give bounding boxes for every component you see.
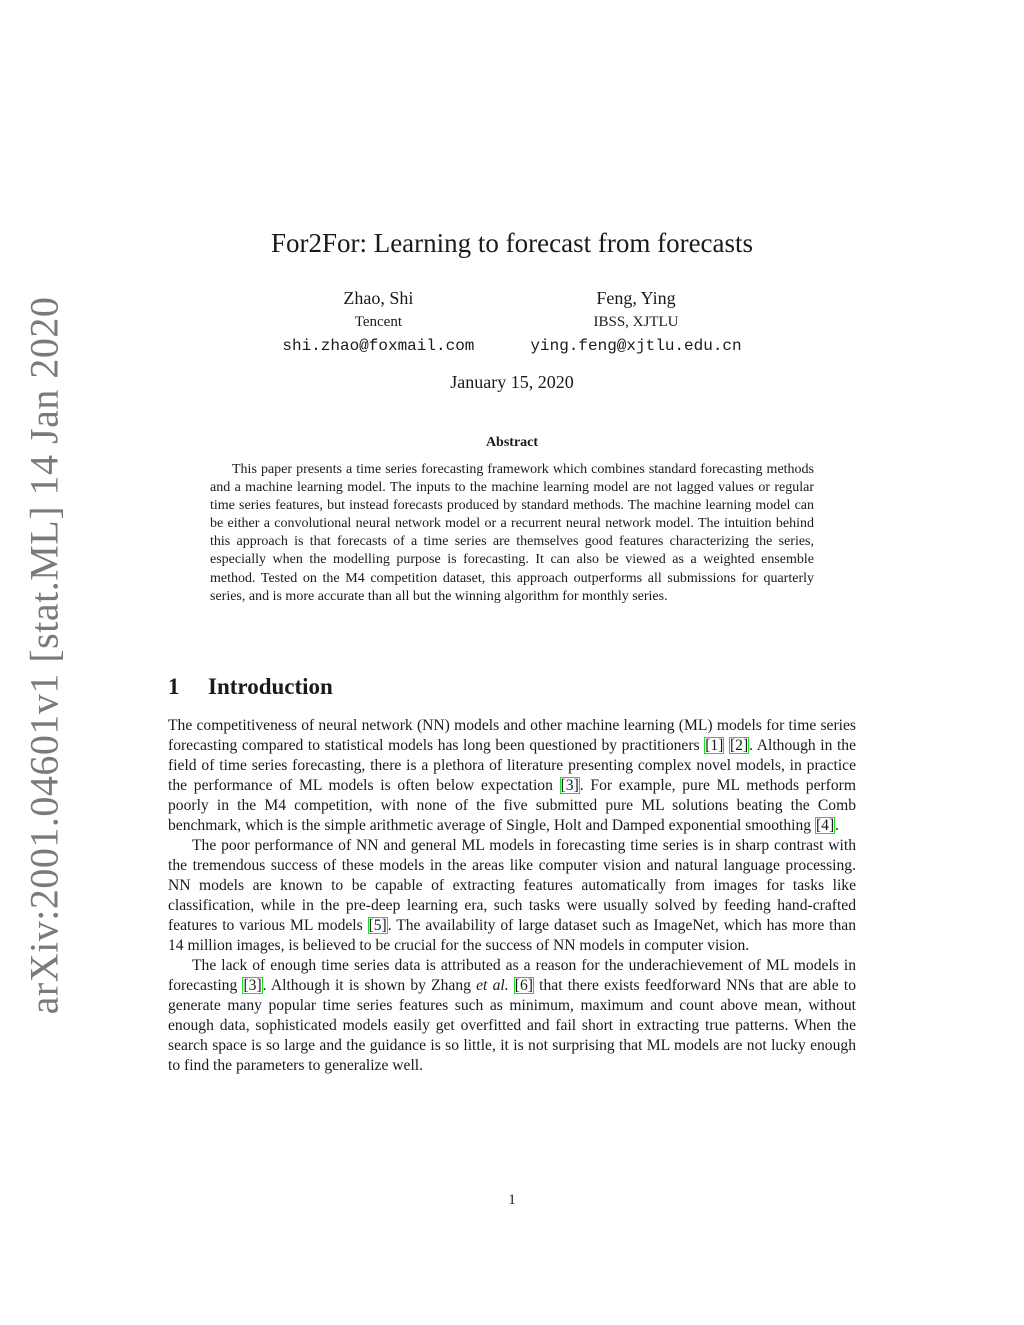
author-affiliation: Tencent (354, 314, 402, 330)
abstract-text: This paper presents a time series forecasting framework which combines standard forecasting methods and a machine learning model. The inputs to the machine learning model are not lagged values or regular time series features, but instead forecasts produced by standard methods. The machine learning model can be either a convolutional neural network model or a recurrent neural network model. The intuition behind this approach is that forecasts of a time series are themselves good features characterizing the series, especially when the modelling purpose is forecasting. It can also be viewed as a weighted ensemble method. Tested on the M4 competition dataset, this approach outperforms all submissions for quarterly series, and is more accurate than all but the winning algorithm for monthly series. (210, 462, 814, 604)
section-number: 1 (168, 674, 180, 699)
paragraph-text: The poor performance of NN and general ML models in forecasting time series is in sharp contrast with the tremendous success of these models in the areas like computer vision and natural language processing. NN models are known to be capable of extracting features automatically from images for tasks like classification, while in the pre-deep learning era, such tasks were usually solved by feeding hand-crafted features to various ML models (168, 837, 856, 934)
author-affiliation: IBSS, XJTLU (593, 314, 679, 330)
paragraph-text: . Although in the field of time series forecasting, there is a plethora of literature presenting complex novel models, in practice the performance of ML models is often below expectation (168, 737, 856, 794)
paragraph-text: that there exists feedforward NNs that are able to generate many popular time series features such as minimum, maximum and count above mean, without enough data, sophisticated models easily get overfitted and fail short in extracting true patterns. When the search space is so large and the guidance is so little, it is not surprising that ML models are not lucky enough to find the parameters to generalize well. (168, 977, 856, 1074)
paper-title: For2For: Learning to forecast from forecasts (270, 228, 754, 258)
section-heading (168, 674, 856, 700)
paragraph-text: . (835, 817, 840, 834)
paragraph-text: . Although it is shown by Zhang (262, 977, 477, 994)
author-block (168, 287, 856, 357)
paragraph-text (509, 977, 514, 994)
paragraph-text: . For example, pure ML methods perform poorly in the M4 competition, with none of the five submitted pure ML solutions beating the Comb benchmark, which is the simple arithmetic average of Single, Holt and Damped exponential smoothing (168, 777, 856, 834)
emphasis-text: et al. (476, 977, 509, 994)
paragraph (168, 716, 856, 836)
page-number: 1 (508, 1192, 516, 1208)
abstract-heading: Abstract (485, 435, 539, 450)
section-body (168, 716, 856, 1076)
citation-link[interactable]: [1] (705, 737, 724, 754)
citation-link[interactable]: [6] (514, 977, 533, 994)
author-first (282, 287, 474, 357)
author-email[interactable]: shi.zhao@foxmail.com (282, 337, 475, 355)
arxiv-identifier-text: arXiv:2001.04601v1 [stat.ML] 14 Jan 2020 (21, 296, 67, 1014)
paragraph-text: . The availability of large dataset such as ImageNet, which has more than 14 million images, is believed to be crucial for the success of NN models in computer vision. (168, 917, 856, 954)
author-second (530, 287, 741, 357)
author-email[interactable]: ying.feng@xjtlu.edu.cn (530, 337, 742, 355)
citation-link[interactable]: [4] (815, 817, 835, 834)
section-title: Introduction (208, 674, 333, 699)
author-name: Zhao, Shi (343, 288, 414, 308)
paragraph-text: The competitiveness of neural network (NN) models and other machine learning (ML) models for time series forecasting compared to statistical models has long been questioned by practitioners (168, 717, 856, 754)
paragraph-text: The lack of enough time series data is attributed as a reason for the underachievement of ML models in forecasting (168, 957, 856, 994)
publication-date: January 15, 2020 (450, 372, 574, 392)
citation-link[interactable]: [3] (560, 777, 579, 794)
citation-link[interactable]: [5] (368, 917, 387, 934)
arxiv-identifier-stamp (14, 296, 74, 1014)
citation-link[interactable]: [3] (243, 977, 262, 994)
paragraph (168, 956, 856, 1076)
paragraph (168, 836, 856, 956)
author-name: Feng, Ying (596, 288, 676, 308)
citation-link[interactable]: [2] (729, 737, 749, 754)
